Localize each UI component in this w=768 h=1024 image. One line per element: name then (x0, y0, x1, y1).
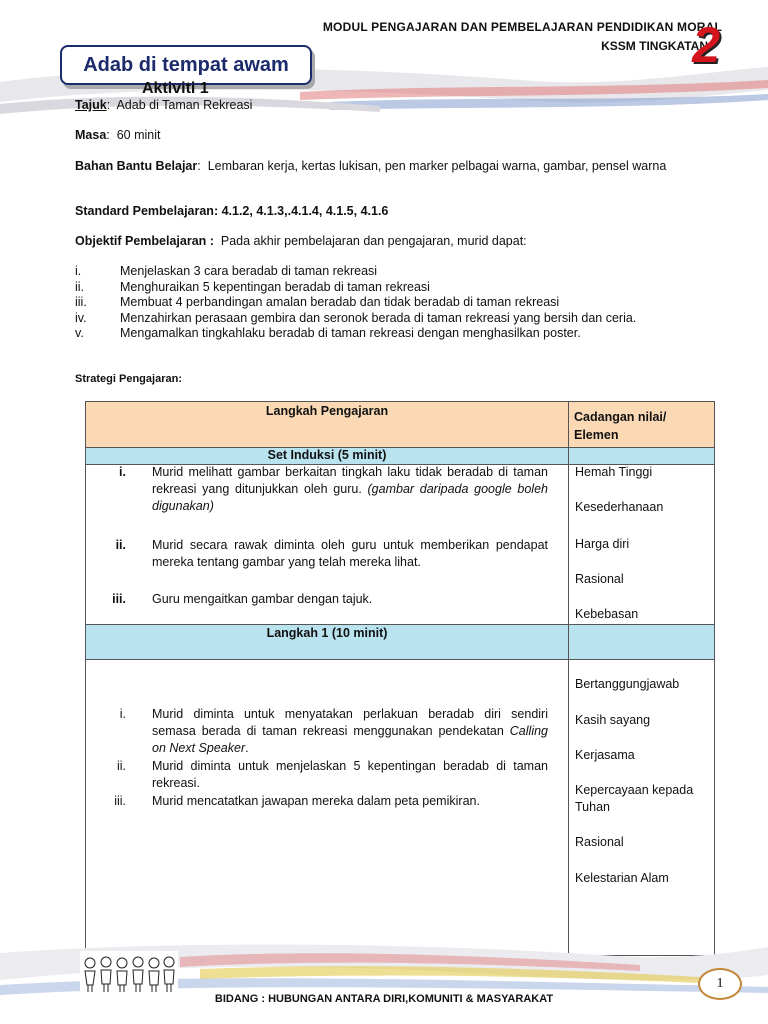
value-item: Kesederhanaan (575, 500, 664, 514)
bahan-value: Lembaran kerja, kertas lukisan, pen marker pelbagai warna, gambar, pensel warna (207, 159, 667, 173)
value-item: Kelestarian Alam (575, 871, 669, 885)
objectives-list (75, 264, 715, 342)
value-item: Kasih sayang (575, 713, 651, 727)
list-item: ii. Menghuraikan 5 kepentingan beradab di taman rekreasi (75, 279, 430, 294)
footer-bidang: BIDANG : HUBUNGAN ANTARA DIRI,KOMUNITI & MASYARAKAT (214, 993, 554, 1005)
masa-value: 60 minit (116, 128, 161, 142)
objektif-line (75, 234, 527, 249)
objektif-label: Objektif Pembelajaran : (75, 234, 214, 248)
bahan-label: Bahan Bantu Belajar (75, 159, 198, 173)
value-item: Kebebasan (575, 607, 639, 621)
value-item: Kepercayaan kepada Tuhan (575, 783, 694, 814)
bahan-line: Bahan Bantu Belajar: Lembaran kerja, kertas lukisan, pen marker pelbagai warna, gambar, pensel warna (75, 159, 667, 173)
section-label: Langkah 1 (10 minit) (266, 626, 388, 640)
activity-heading: Aktiviti 1 (142, 80, 209, 97)
tajuk-value: Adab di Taman Rekreasi (116, 98, 253, 112)
grade-number: 2 (692, 17, 720, 73)
strategy-label: Strategi Pengajaran: (75, 373, 182, 385)
lesson-title: Adab di tempat awam (83, 53, 289, 76)
module-title: MODUL PENGAJARAN DAN PEMBELAJARAN PENDIDIKAN MORAL (322, 20, 722, 34)
tajuk-line: Tajuk: Adab di Taman Rekreasi (75, 98, 253, 112)
tajuk-label: Tajuk (75, 98, 107, 112)
value-item: Rasional (575, 572, 624, 586)
table-header-steps: Langkah Pengajaran (265, 404, 389, 418)
children-illustration-icon (80, 951, 178, 995)
list-item: iii. Membuat 4 perbandingan amalan beradab dan tidak beradab di taman rekreasi (75, 295, 560, 309)
list-item: v. Mengamalkan tingkahlaku beradab di taman rekreasi dengan menghasilkan poster. (75, 326, 581, 340)
table-header-values: Cadangan nilai/ Elemen (574, 410, 667, 442)
value-item: Rasional (575, 835, 624, 849)
objektif-value: Pada akhir pembelajaran dan pengajaran, murid dapat: (220, 234, 527, 248)
masa-line: Masa: 60 minit (75, 128, 161, 142)
module-grade-label: KSSM TINGKATAN (601, 39, 708, 53)
list-item: i. Menjelaskan 3 cara beradab di taman rekreasi (75, 264, 378, 278)
value-item: Hemah Tinggi (575, 465, 653, 479)
section-label: Set Induksi (5 minit) (267, 448, 387, 462)
value-item: Bertanggungjawab (575, 677, 680, 691)
table-column-divider (568, 401, 569, 956)
list-item: iv. Menzahirkan perasaan gembira dan seronok berada di taman rekreasi yang bersih dan ceria. (75, 310, 637, 325)
page-number: 1 (716, 976, 724, 991)
masa-label: Masa (75, 128, 107, 142)
lesson-title-box (60, 45, 312, 85)
value-item: Harga diri (575, 537, 630, 551)
lesson-table (85, 401, 715, 956)
standard-line: Standard Pembelajaran: 4.1.2, 4.1.3,.4.1.4, 4.1.5, 4.1.6 (75, 204, 389, 218)
value-item: Kerjasama (575, 748, 635, 762)
